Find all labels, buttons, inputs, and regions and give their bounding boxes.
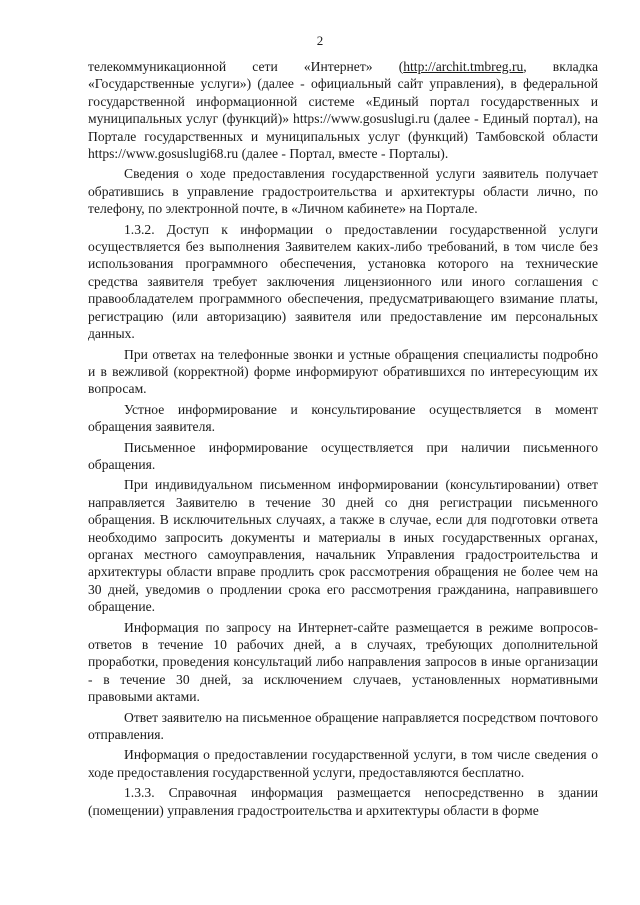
paragraph-portals: [88, 58, 598, 162]
site-link[interactable]: http://archit.tmbreg.ru: [403, 59, 524, 74]
paragraph-free-info: Информация о предоставлении государственной услуги, в том числе сведения о ходе предоставления государственной услуги, предоставляются бесплатно.: [88, 747, 598, 780]
paragraph-individual-written: При индивидуальном письменном информировании (консультировании) ответ направляется Заявителю в течение 30 дней со дня регистрации письменного обращения. В исключительных случаях, а также в случае, если для подготовки ответа необходимо запросить документы и материалы в иных государственных органах, органах местного самоуправления, начальник Управления градостроительства и архитектуры области вправе продлить срок рассмотрения обращения не более чем на 30 дней, уведомив о продлении срока его рассмотрения гражданина, направившего обращение.: [88, 477, 598, 615]
paragraph-postal-answer: Ответ заявителю на письменное обращение направляется посредством почтового отправления.: [88, 709, 598, 743]
paragraph-written-info: Письменное информирование осуществляется при наличии письменного обращения.: [88, 439, 598, 472]
paragraph-status-info: Сведения о ходе предоставления государственной услуги заявитель получает обратившись в управление градостроительства и архитектуры области лично, по телефону, по электронной почте, в «Личном кабинете» на Портале.: [88, 166, 598, 217]
page-number: 2: [316, 33, 324, 48]
document-body: [88, 58, 598, 820]
paragraph-oral-info: Устное информирование и консультирование осуществляется в момент обращения заявителя.: [88, 401, 598, 435]
paragraph-1-3-3: 1.3.3. Справочная информация размещается непосредственно в здании (помещении) управления градостроительства и архитектуры области в форме: [88, 785, 598, 818]
paragraph-phone-answers: При ответах на телефонные звонки и устные обращения специалисты подробно и в вежливой (корректной) форме информируют обратившихся по интересующим их вопросам.: [88, 346, 598, 397]
paragraph-1-3-2: 1.3.2. Доступ к информации о предоставлении государственной услуги осуществляется без выполнения Заявителем каких-либо требований, в том числе без использования программного обеспечения, установка которого на технические средства заявителя требует заключения лицензионного или иного соглашения с правообладателем программного обеспечения, предусматривающего взимание платы, регистрацию (или авторизацию) заявителя или предоставление им персональных данных.: [88, 221, 598, 342]
paragraph-text: телекоммуникационной сети «Интернет» (: [88, 59, 404, 74]
paragraph-website-requests: Информация по запросу на Интернет-сайте размещается в режиме вопросов-ответов в течение 10 рабочих дней, а в случаях, требующих дополнительной проработки, проведения консультаций либо направления запросов в иные организации - в течение 30 дней, за исключением случаев, установленных нормативными правовыми актами.: [88, 619, 598, 705]
paragraph-text: , вкладка «Государственные услуги») (далее - официальный сайт управления), в федеральной государственной информационной системе «Единый портал государственных и муниципальных услуг (функций)» https://www.gosuslugi.ru (далее - Единый портал), на Портале государственных и муниципальных услуг (функций) Тамбовской области https://www.gosuslugi68.ru (далее - Портал, вместе - Порталы).: [88, 59, 598, 162]
